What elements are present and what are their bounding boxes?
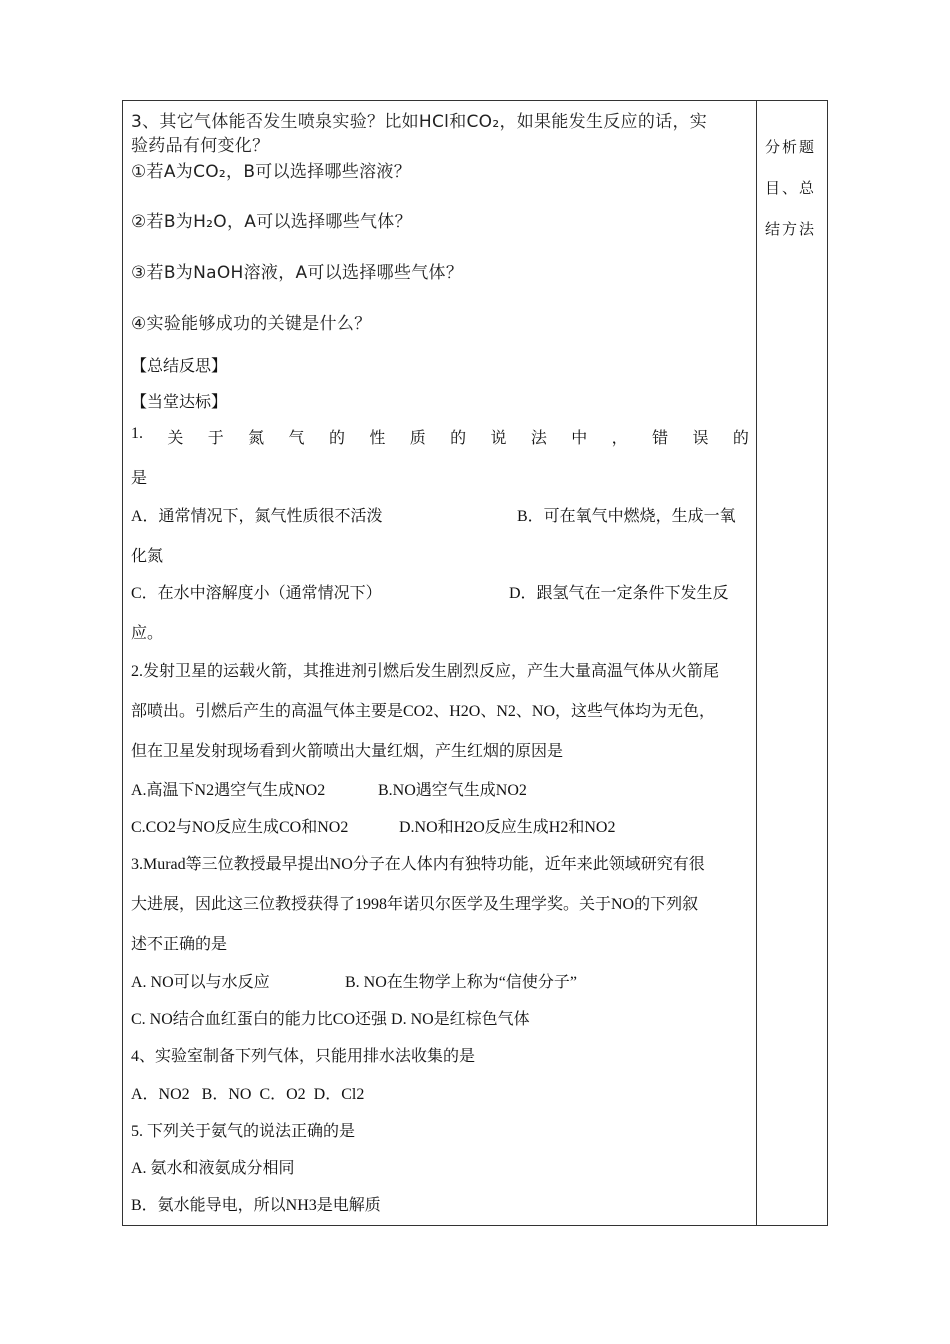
q3-line2: 大进展，因此这三位教授获得了1998年诺贝尔医学及生理学奖。关于NO的下列叙: [131, 896, 699, 913]
q3-handwritten-item1: ①若A为CO₂，B可以选择哪些溶液？: [131, 162, 411, 182]
side-note-text: 分析题目、总结方法: [765, 138, 817, 238]
q1-stem: 1. 关 于 氮 气 的 性 质 的 说 法 中 ， 错 误 的: [131, 425, 749, 447]
q3-handwritten-title-line1: 3、其它气体能否发生喷泉实验？比如HCl和CO₂，如果能发生反应的话，实: [131, 112, 708, 132]
q5-stem: 5. 下列关于氨气的说法正确的是: [131, 1123, 356, 1140]
q2-line3: 但在卫星发射现场看到火箭喷出大量红烟，产生红烟的原因是: [131, 743, 564, 760]
q1-option-c: C．在水中溶解度小（通常情况下）: [131, 585, 382, 602]
q2-option-d: D.NO和H2O反应生成H2和NO2: [399, 819, 616, 836]
q1-option-a: A．通常情况下，氮气性质很不活泼: [131, 508, 383, 525]
q2-line1: 2.发射卫星的运载火箭，其推进剂引燃后发生剧烈反应，产生大量高温气体从火箭尾: [131, 663, 720, 680]
side-note-cell: [757, 101, 827, 1225]
q1-option-b-cont: 化氮: [131, 548, 164, 565]
q3-line1: 3.Murad等三位教授最早提出NO分子在人体内有独特功能，近年来此领域研究有很: [131, 856, 705, 873]
q4-options: A．NO2 B．NO C．O2 D．Cl2: [131, 1086, 365, 1103]
q3-line3: 述不正确的是: [131, 936, 228, 953]
q5-option-a: A. 氨水和液氨成分相同: [131, 1160, 295, 1177]
q3-handwritten-item2: ②若B为H₂O，A可以选择哪些气体？: [131, 212, 412, 232]
q1-stem-end: 是: [131, 470, 148, 487]
q2-line2: 部喷出。引燃后产生的高温气体主要是CO2、H2O、N2、NO，这些气体均为无色，: [131, 703, 716, 720]
q1-option-d: D．跟氢气在一定条件下发生反: [509, 585, 729, 602]
section-practice-heading: 【当堂达标】: [131, 394, 228, 411]
q3-handwritten-title-line2: 验药品有何变化？: [131, 136, 270, 156]
q2-option-a: A.高温下N2遇空气生成NO2: [131, 782, 326, 799]
content-cell: [123, 101, 757, 1225]
q3-option-b: B. NO在生物学上称为“信使分子”: [345, 974, 577, 991]
section-summary-heading: 【总结反思】: [131, 358, 228, 375]
q5-option-b: B．氨水能导电，所以NH3是电解质: [131, 1197, 381, 1214]
q3-handwritten-item4: ④实验能够成功的关键是什么？: [131, 314, 372, 334]
q1-option-d-cont: 应。: [131, 625, 164, 642]
q1-option-b: B．可在氧气中燃烧，生成一氧: [517, 508, 736, 525]
q3-options-cd: C. NO结合血红蛋白的能力比CO还强 D. NO是红棕色气体: [131, 1011, 530, 1028]
q3-handwritten-item3: ③若B为NaOH溶液，A可以选择哪些气体？: [131, 263, 464, 283]
q2-option-c: C.CO2与NO反应生成CO和NO2: [131, 819, 349, 836]
q4-stem: 4、实验室制备下列气体，只能用排水法收集的是: [131, 1048, 476, 1065]
q3-option-a: A. NO可以与水反应: [131, 974, 270, 991]
worksheet-table: [122, 100, 828, 1226]
q2-option-b: B.NO遇空气生成NO2: [378, 782, 527, 799]
